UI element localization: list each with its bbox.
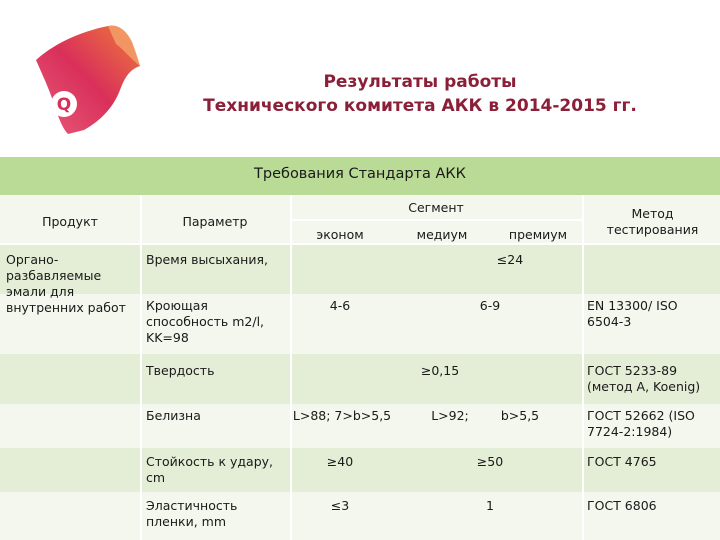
table-divider bbox=[290, 195, 292, 540]
segment-premium: премиум bbox=[508, 227, 568, 242]
method-hardness: ГОСТ 5233-89 (метод А, Koenig) bbox=[587, 363, 701, 394]
method-elasticity: ГОСТ 6806 bbox=[587, 498, 657, 513]
table-rule bbox=[0, 243, 720, 245]
value-hardness: ≥0,15 bbox=[420, 363, 460, 378]
param-impact-resistance: Стойкость к удару, cm bbox=[146, 454, 274, 485]
value-elasticity-econom: ≤3 bbox=[330, 498, 350, 513]
value-whiteness-econom: L>88; 7>b>5,5 bbox=[292, 408, 392, 423]
param-hardness: Твердость bbox=[146, 363, 215, 378]
param-hiding-power: Кроющая способность m2/l, KK=98 bbox=[146, 298, 265, 345]
value-whiteness-medium: L>92; bbox=[431, 408, 469, 423]
section-title: Требования Стандарта АКК bbox=[254, 166, 466, 182]
value-impact-econom: ≥40 bbox=[326, 454, 354, 469]
value-drying-time: ≤24 bbox=[496, 252, 524, 267]
col-header-method: Метод тестирования bbox=[606, 206, 699, 237]
segment-medium: медиум bbox=[416, 227, 468, 242]
segment-rule bbox=[290, 219, 582, 221]
value-impact-medium-premium: ≥50 bbox=[476, 454, 504, 469]
page-title-line2: Технического комитета АКК в 2014-2015 гг. bbox=[203, 96, 637, 116]
logo-letter: Q bbox=[56, 95, 72, 115]
table-divider bbox=[582, 195, 584, 540]
akk-logo bbox=[28, 20, 148, 140]
page-title-line1: Результаты работы bbox=[323, 72, 517, 92]
section-header-bar bbox=[0, 157, 720, 195]
product-name: Органо-разбавляемые эмали для внутренних работ bbox=[6, 252, 126, 315]
param-whiteness: Белизна bbox=[146, 408, 201, 423]
value-elasticity-medium-premium: 1 bbox=[486, 498, 494, 513]
method-impact-resistance: ГОСТ 4765 bbox=[587, 454, 657, 469]
param-elasticity: Эластичность пленки, mm bbox=[146, 498, 238, 529]
segment-econom: эконом bbox=[316, 227, 364, 242]
value-whiteness-premium: b>5,5 bbox=[500, 408, 540, 423]
col-header-segment: Сегмент bbox=[408, 200, 464, 215]
method-whiteness: ГОСТ 52662 (ISO 7724-2:1984) bbox=[587, 408, 695, 439]
method-hiding-power: EN 13300/ ISO 6504-3 bbox=[587, 298, 678, 329]
col-header-param: Параметр bbox=[182, 214, 248, 229]
value-hiding-econom: 4-6 bbox=[329, 298, 351, 313]
param-drying-time: Время высыхания, bbox=[146, 252, 268, 267]
col-header-product: Продукт bbox=[42, 214, 98, 229]
value-hiding-medium-premium: 6-9 bbox=[479, 298, 501, 313]
table-divider bbox=[140, 195, 142, 540]
